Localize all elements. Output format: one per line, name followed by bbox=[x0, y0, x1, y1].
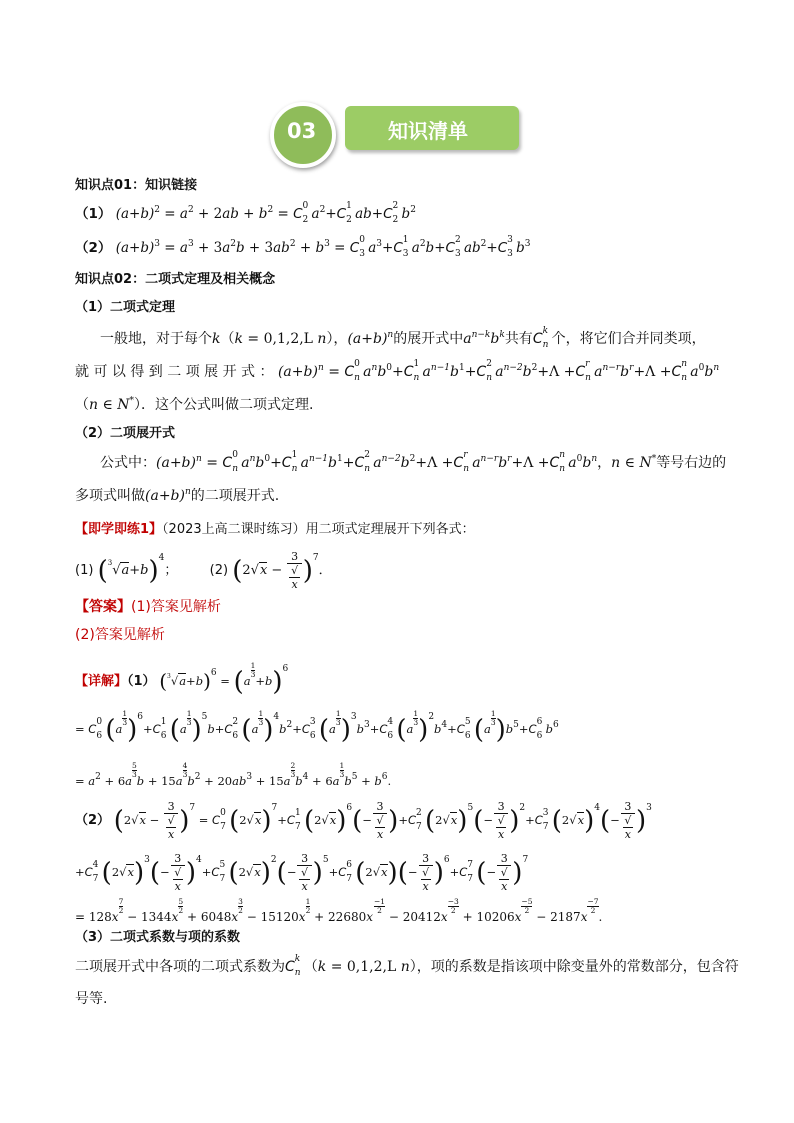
kp3-para-line1: 二项展开式中各项的二项式系数为C k n （k = 0,1,2,L n），项的系数是指该项中除变量外的常数部分，包含符 bbox=[75, 954, 739, 978]
kp2-sub1: （1）二项式定理 bbox=[75, 300, 176, 315]
kp2-para-line5: 多项式叫做$(a+b)^n$的二项展开式. bbox=[75, 487, 280, 504]
detail-line-5: +C 4 7 $(2√x)^3(-$ 3 √ x )$^4$+C 5 7 $(2√x)^2(-$ 3 √ x )$^5$+C 6 7 (2√x)(− 3 √ x )$^6$+C 7 7 (− 3 √ x )$^7$ bbox=[75, 852, 529, 893]
kp1-heading: 知识点01：知识链接 bbox=[75, 178, 198, 193]
kp2-para-line4: 公式中：$(a+b)^n = C$ 0 n $a^nb^0+C$ 1 n $a^{n-1}b^1+C$ 2 n $a^{n-2}b^2+\Lambda +C$ r n $a^{n-r}b^r+\Lambda +C$ n n $a^0b^n$，n ∈ N*等号右边的 bbox=[100, 450, 727, 474]
section-title: 知识清单 bbox=[388, 119, 468, 143]
detail-line-3: = $a^2 + 6a$ $\frac{5}{3}$ b + 15a $\frac{4}{3}$ $b^2 + 20ab^3 + 15a$ $\frac{2}{3}$ $b^4 + 6a$ $\frac{1}{3}$ $b^5 + b^6$. bbox=[75, 761, 392, 788]
kp2-para-line1: 一般地，对于每个k（k = 0,1,2,L n），$(a+b)^n$的展开式中$a^{n-k}b^k$共有C k n 个，将它们合并同类项， bbox=[100, 326, 706, 350]
detail-line-2: = C 0 6 (a $\frac{1}{3}$ )$^6$+C 1 6 (a $\frac{1}{3}$ )$^5$b+C 2 6 (a $\frac{1}{3}$ )$^4b^2+C$ 3 6 (a $\frac{1}{3}$ )$^3b^3+C$ 4 6 (a $\frac{1}{3}$ )$^2b^4+C$ 5 6 (a $\frac{1}{3}$ )$b^5+C$ 6 6 $b^6$ bbox=[75, 709, 559, 745]
answer-line-1: 【答案】(1)答案见解析 bbox=[75, 599, 221, 615]
kp1-formula-2: （2） $(a+b)^3 = a^3 + 3a^2b + 3ab^2 + b^3 = C$ 0 3 $a^3+C$ 1 3 $a^2b+C$ 2 3 $ab^2+C$ 3 3 $b^3$ bbox=[75, 235, 531, 259]
section-badge bbox=[270, 102, 522, 162]
kp1-formula-1: （1） $(a+b)^2 = a^2 + 2ab + b^2 = C$ 0 2 $a^2+C$ 1 2 ab+C 2 2 $b^2$ bbox=[75, 201, 416, 225]
kp2-para-line3: （n ∈ N*）．这个公式叫做二项式定理. bbox=[75, 396, 314, 413]
exercise-heading: 【即学即练1】（2023上高二课时练习）用二项式定理展开下列各式： bbox=[75, 522, 475, 537]
answer-line-2: (2)答案见解析 bbox=[75, 627, 165, 643]
kp3-para-line2: 号等. bbox=[75, 991, 108, 1007]
detail-line-4: （2） (2√x − 3 √ x )$^7$ = C 0 7 $(2√x)^7+C$ 1 7 $(2√x)^6(-$ 3 √ x )+C 2 7 $(2√x)^5(-$ 3 √ x )$^2$+C 3 7 $(2√x)^4(-$ 3 √ x )$^3$ bbox=[75, 800, 652, 841]
kp2-para-line2: 就 可 以 得 到 二 项 展 开 式 ： $(a+b)^n = C$ 0 n $a^nb^0+C$ 1 n $a^{n-1}b^1+C$ 2 n $a^{n-2}b^2+\Lambda +C$ r n $a^{n-r}b^r+\Lambda +C$ n n $a^0b^n$ bbox=[75, 359, 720, 383]
kp2-heading: 知识点02：二项式定理及相关概念 bbox=[75, 272, 276, 287]
kp3-sub3: （3）二项式系数与项的系数 bbox=[75, 930, 241, 945]
exercise-questions: (1) $(^3√a+b)^4$； (2) (2√x − 3 √ x )$^7$． bbox=[75, 550, 332, 591]
detail-line-6: = 128x $\frac{7}{2}$ − 1344x $\frac{5}{2}$ + 6048x $\frac{3}{2}$ − 15120x $\frac{1}{2}$ + 22680x $\frac{-1}{2}$ − 20412x $\frac{-3}{2}$ + 10206x $\frac{-5}{2}$ − 2187x $\frac{-7}{2}$ . bbox=[75, 897, 603, 924]
kp2-sub2: （2）二项展开式 bbox=[75, 426, 176, 441]
detail-line-1: 【详解】（1） $(^3√a+b)^6 = (a$ $\frac{1}{3}$ +b)$^6$ bbox=[75, 661, 289, 697]
section-number: 03 bbox=[287, 119, 317, 143]
